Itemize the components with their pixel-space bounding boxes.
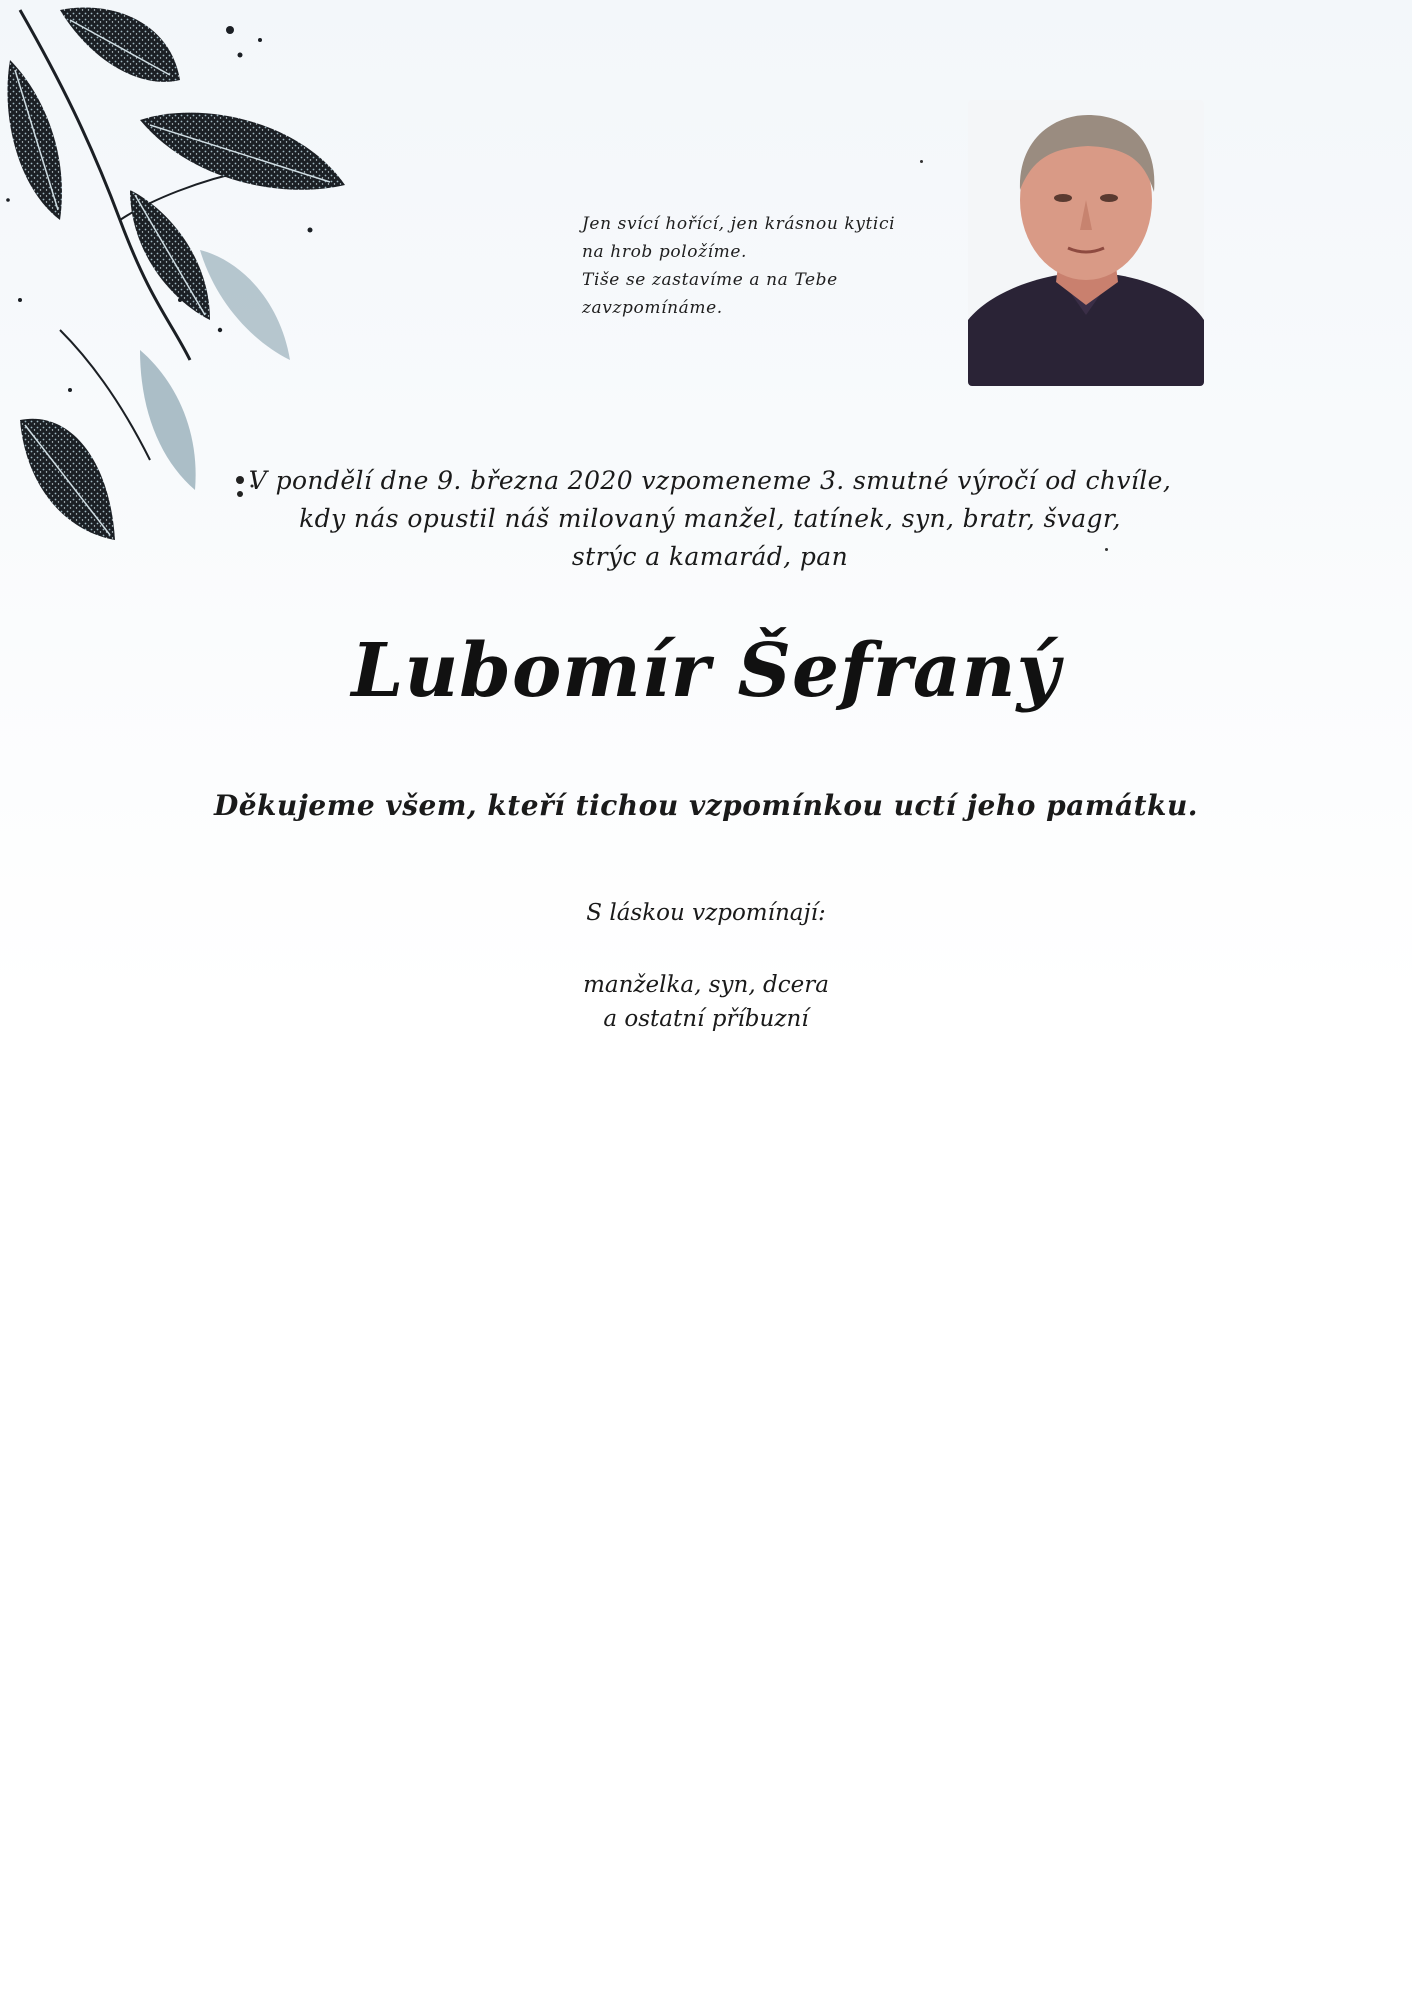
signatory-line: a ostatní příbuzní (603, 1006, 809, 1032)
signatories (0, 968, 1412, 1036)
announcement-line: V pondělí dne 9. března 2020 vzpomeneme 3. smutné výročí od chvíle, (248, 466, 1172, 495)
signatory-line: manželka, syn, dcera (583, 972, 829, 998)
verse-line: Tiše se zastavíme a na Tebe (582, 270, 838, 290)
thanks-line: Děkujeme všem, kteří tichou vzpomínkou uctí jeho památku. (213, 789, 1199, 822)
portrait-photo (968, 100, 1204, 386)
verse-line: na hrob položíme. (582, 242, 748, 262)
deceased-name: Lubomír Šefraný (351, 628, 1061, 714)
leaf-right (140, 113, 345, 190)
leaf-faded (200, 250, 290, 360)
verse-line: zavzpomínáme. (582, 298, 723, 318)
scan-speck (920, 160, 923, 163)
announcement-line: strýc a kamarád, pan (571, 542, 849, 571)
anniversary-announcement (160, 462, 1260, 576)
memorial-verse (582, 210, 942, 322)
signature-intro: S láskou vzpomínají: (586, 900, 826, 926)
verse-line: Jen svící hořící, jen krásnou kytici (582, 214, 896, 234)
announcement-line: kdy nás opustil náš milovaný manžel, tatínek, syn, bratr, švagr, (299, 504, 1121, 533)
scan-speck (1105, 548, 1108, 551)
